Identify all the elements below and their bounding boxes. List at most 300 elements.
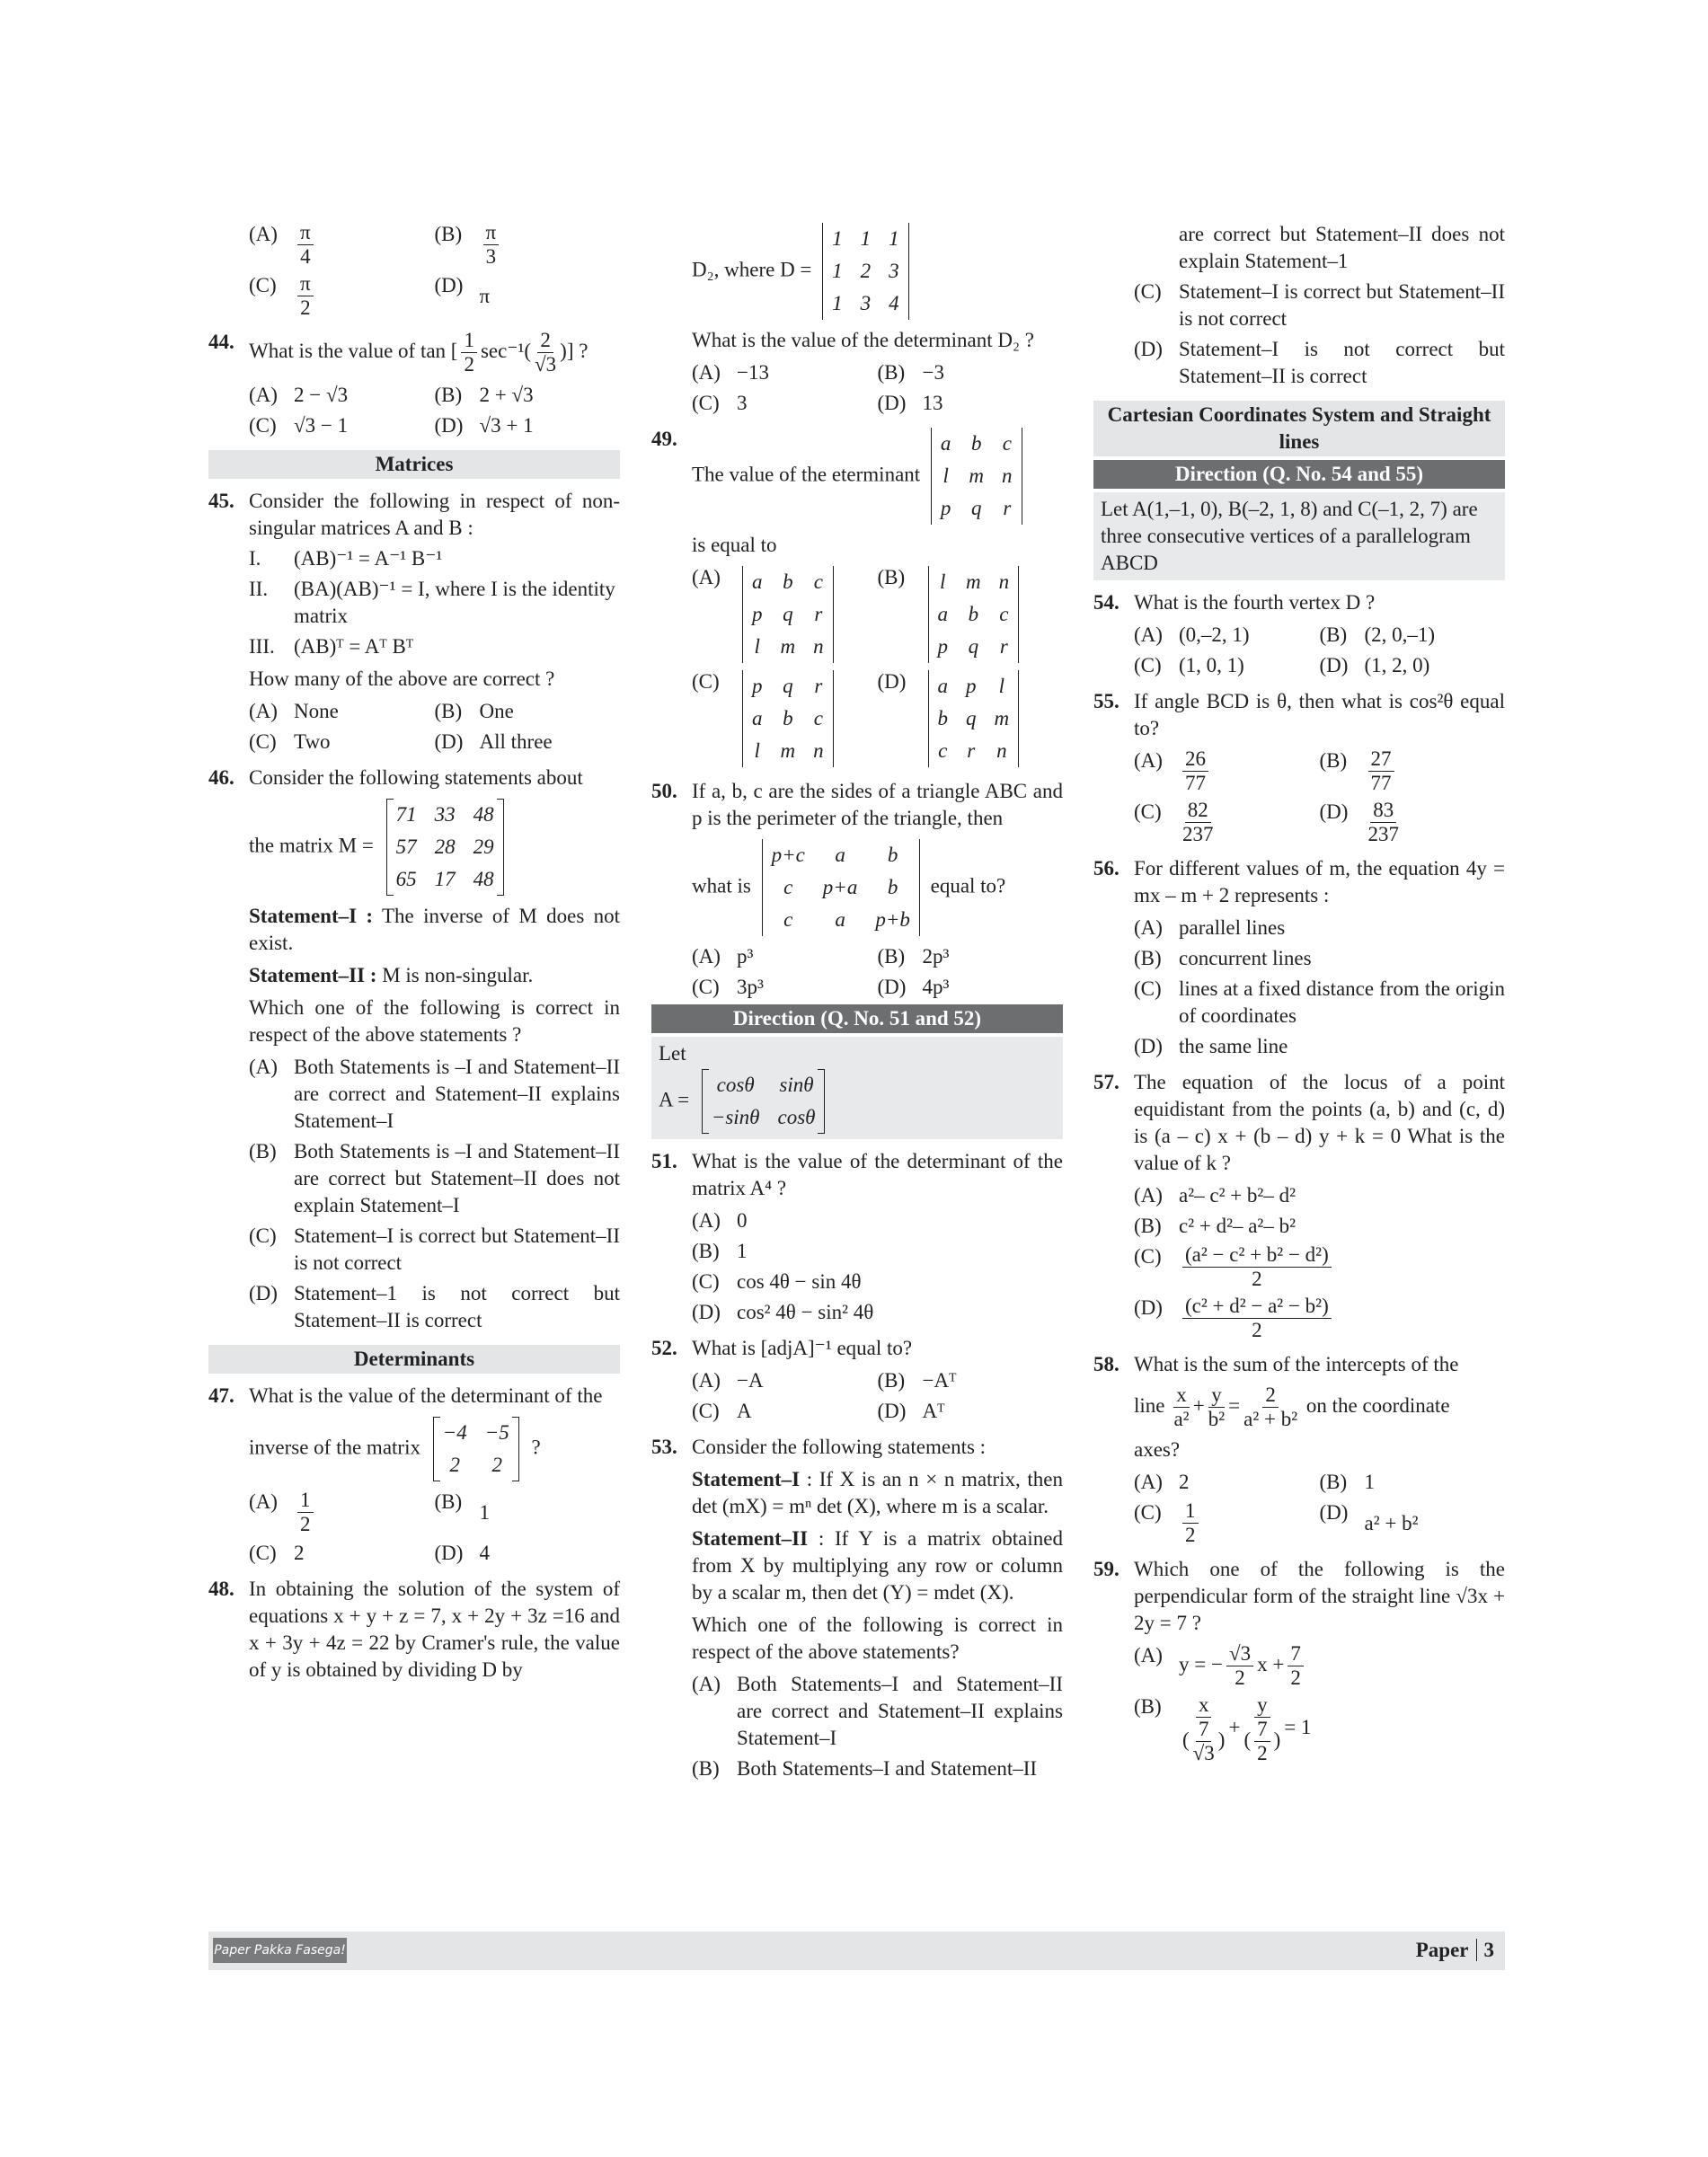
text-run: 3 bbox=[485, 245, 497, 268]
text-run: What is the value of the determinant D₂ ? bbox=[692, 329, 1034, 351]
matrix-cell: c bbox=[783, 876, 793, 898]
text-run: 2p³ bbox=[922, 945, 950, 968]
question-text-continued bbox=[1134, 1383, 1505, 1431]
text-run: 4p³ bbox=[922, 976, 950, 998]
answer-option bbox=[249, 1054, 620, 1135]
matrix-row bbox=[743, 670, 834, 703]
determinant bbox=[742, 566, 834, 663]
matrix-cell: 1 bbox=[832, 227, 843, 250]
matrix-row bbox=[433, 1417, 518, 1449]
answer-option bbox=[692, 1269, 1063, 1295]
question-text-continued bbox=[692, 1525, 1063, 1606]
answer-option bbox=[878, 390, 1064, 417]
option-label: (A) bbox=[1134, 623, 1163, 646]
question-text bbox=[249, 765, 620, 791]
question-text-continued bbox=[692, 837, 1063, 938]
matrix-row bbox=[762, 904, 919, 936]
option-label: (B) bbox=[434, 223, 463, 245]
matrix-cell: 1 bbox=[832, 260, 843, 282]
text-run: + bbox=[1228, 1716, 1241, 1739]
matrix-cell: 65 bbox=[395, 868, 417, 890]
question bbox=[208, 1576, 620, 1684]
answer-option bbox=[692, 1671, 1063, 1752]
matrix-cell: p+c bbox=[771, 844, 805, 866]
matrix-cell: m bbox=[780, 739, 796, 762]
answer-option bbox=[878, 668, 1064, 769]
answer-option bbox=[435, 698, 621, 725]
option-value bbox=[737, 668, 839, 769]
option-label: (A) bbox=[1134, 749, 1163, 772]
text-run: 7 bbox=[1288, 1642, 1304, 1666]
determinant bbox=[822, 223, 909, 320]
text-run: 2 + √3 bbox=[479, 384, 534, 406]
statement bbox=[249, 545, 620, 572]
text-run: The inverse of M does not exist. bbox=[249, 905, 621, 954]
matrix-cell: r bbox=[814, 675, 823, 697]
section-heading: Cartesian Coordinates System and Straight lines bbox=[1093, 401, 1505, 456]
answer-option bbox=[249, 1540, 435, 1567]
answer-option bbox=[1134, 1182, 1505, 1209]
text-run: A = bbox=[659, 1088, 695, 1111]
text-run: 2 bbox=[300, 1513, 311, 1535]
text-run: 1 bbox=[737, 1240, 748, 1262]
option-value bbox=[923, 1367, 957, 1394]
text-run: (0,–2, 1) bbox=[1179, 623, 1250, 646]
question bbox=[1093, 1069, 1505, 1177]
fraction bbox=[1173, 1383, 1190, 1431]
option-value bbox=[1179, 336, 1505, 390]
text-run: (AB)⁻¹ = A⁻¹ B⁻¹ bbox=[294, 547, 443, 570]
answer-option bbox=[1134, 799, 1320, 846]
option-value bbox=[1179, 1642, 1307, 1690]
text-run: a²– c² + b²– d² bbox=[1179, 1184, 1296, 1207]
question bbox=[1093, 855, 1505, 909]
answer-options bbox=[1134, 622, 1505, 679]
option-label: (A) bbox=[692, 1209, 721, 1232]
option-label: (B) bbox=[877, 566, 906, 588]
question-text bbox=[692, 1148, 1063, 1202]
text-run: Both Statements is –I and Statement–II are correct but Statement–II does not explain Statement–I bbox=[294, 1140, 620, 1216]
text-run: y = − bbox=[1179, 1652, 1223, 1675]
text-run: Which one of the following is correct in respect of the above statements? bbox=[692, 1613, 1063, 1663]
matrix-cell: q bbox=[966, 707, 977, 729]
question-text-continued bbox=[692, 327, 1063, 354]
matrix-table bbox=[928, 566, 1020, 663]
option-value bbox=[480, 729, 553, 756]
option-value bbox=[1179, 915, 1285, 941]
statement bbox=[249, 576, 620, 630]
option-value bbox=[1179, 278, 1505, 332]
text-run: Both Statements–I and Statement–II are correct and Statement–II explains Statement–I bbox=[737, 1673, 1063, 1749]
answer-option bbox=[249, 221, 435, 269]
answer-option bbox=[878, 1367, 1064, 1394]
answer-option bbox=[249, 1280, 620, 1334]
question-text-continued bbox=[692, 532, 1063, 559]
text-run: 7 bbox=[1196, 1718, 1212, 1742]
matrix-cell: a bbox=[752, 707, 763, 729]
option-value bbox=[1179, 1243, 1335, 1291]
matrix-cell: −4 bbox=[442, 1421, 467, 1444]
question-number: 54. bbox=[1093, 591, 1119, 614]
option-label: (A) bbox=[692, 566, 721, 588]
answer-options bbox=[249, 1054, 620, 1334]
answer-options bbox=[1134, 1469, 1505, 1547]
page-footer bbox=[208, 1932, 1505, 1970]
matrix-cell: 17 bbox=[434, 868, 456, 890]
matrix-table bbox=[928, 670, 1020, 767]
statement-label: III. bbox=[249, 635, 275, 658]
option-value bbox=[294, 1540, 305, 1567]
text-run: None bbox=[294, 700, 339, 722]
text-run: cos² 4θ − sin² 4θ bbox=[737, 1301, 874, 1323]
bold-label: Statement–II : bbox=[249, 964, 377, 986]
answer-option bbox=[1320, 1469, 1506, 1496]
question-text bbox=[692, 778, 1063, 832]
answer-option bbox=[878, 359, 1064, 386]
option-label: (D) bbox=[1319, 1501, 1349, 1524]
matrix-row bbox=[743, 735, 834, 767]
matrix-cell: 71 bbox=[395, 803, 417, 826]
option-label: (B) bbox=[1134, 1695, 1162, 1718]
option-label: (D) bbox=[1134, 1296, 1163, 1319]
option-value bbox=[737, 1238, 748, 1265]
matrix-row bbox=[743, 703, 834, 735]
option-value bbox=[1179, 221, 1505, 275]
text-run: the same line bbox=[1179, 1035, 1288, 1057]
option-value bbox=[923, 359, 944, 386]
option-label: (B) bbox=[1134, 947, 1162, 969]
matrix-cell: 3 bbox=[860, 292, 872, 314]
option-label: (D) bbox=[434, 414, 464, 437]
text-run: lines at a fixed distance from the origin of coordinates bbox=[1179, 977, 1505, 1027]
text-run: is equal to bbox=[692, 534, 777, 556]
text-run: √3 − 1 bbox=[294, 414, 349, 437]
matrix-table bbox=[762, 839, 920, 936]
matrix-cell: a bbox=[835, 844, 845, 866]
answer-option bbox=[1134, 336, 1505, 390]
answer-options bbox=[692, 1671, 1063, 1782]
answer-option bbox=[1134, 622, 1320, 649]
option-value bbox=[737, 1755, 1037, 1782]
question bbox=[651, 778, 1063, 832]
text-run: 2 bbox=[1257, 1742, 1268, 1764]
matrix-table bbox=[702, 1069, 826, 1134]
determinant bbox=[742, 670, 834, 767]
text-run: (2, 0,–1) bbox=[1364, 623, 1436, 646]
text-run: ? bbox=[526, 1436, 541, 1459]
answer-option bbox=[435, 221, 621, 269]
answer-option bbox=[249, 1138, 620, 1219]
matrix-row bbox=[702, 1101, 825, 1134]
text-run: x bbox=[1196, 1693, 1212, 1718]
option-label: (C) bbox=[249, 414, 277, 437]
option-value bbox=[294, 1138, 620, 1219]
fraction bbox=[297, 272, 314, 320]
option-value bbox=[294, 698, 339, 725]
text-run: −A bbox=[737, 1369, 764, 1392]
question-number: 52. bbox=[651, 1337, 677, 1359]
text-run: What is [adjA]⁻¹ equal to? bbox=[692, 1337, 913, 1359]
matrix-table bbox=[931, 428, 1022, 525]
text-run: 4 bbox=[300, 245, 311, 268]
question-number: 48. bbox=[208, 1578, 235, 1600]
answer-option bbox=[435, 412, 621, 439]
matrix-cell: n bbox=[996, 739, 1007, 762]
option-value bbox=[1179, 945, 1312, 972]
left-column bbox=[208, 216, 620, 1687]
option-value bbox=[480, 698, 514, 725]
answer-option bbox=[1134, 221, 1505, 275]
fraction bbox=[1182, 1499, 1199, 1547]
matrix-row bbox=[702, 1069, 825, 1101]
matrix-cell: a bbox=[835, 908, 845, 931]
matrix-cell: 1 bbox=[832, 292, 843, 314]
fraction bbox=[1243, 1693, 1280, 1765]
text-run: 3p³ bbox=[737, 976, 764, 998]
matrix bbox=[431, 1417, 521, 1481]
option-value bbox=[737, 974, 764, 1001]
matrix-cell: m bbox=[994, 707, 1010, 729]
text-run: Statement–I is correct but Statement–II is not correct bbox=[1179, 280, 1505, 330]
option-value bbox=[923, 390, 943, 417]
matrix-cell: p+b bbox=[875, 908, 910, 931]
matrix-row bbox=[928, 703, 1019, 735]
text-run: If a, b, c are the sides of a triangle ABC and p is the perimeter of the triangle, then bbox=[692, 780, 1063, 829]
option-value bbox=[1179, 622, 1250, 649]
text-run: 2 − √3 bbox=[294, 384, 349, 406]
matrix-row bbox=[386, 863, 503, 896]
text-run: (c² + d² − a² − b²) bbox=[1182, 1295, 1332, 1319]
expression bbox=[1182, 1718, 1225, 1765]
matrix-cell: a bbox=[752, 570, 763, 593]
question-text bbox=[1134, 1556, 1505, 1637]
matrix-cell: q bbox=[783, 675, 793, 697]
matrix-cell: m bbox=[969, 464, 985, 487]
matrix-row bbox=[743, 598, 834, 631]
text-run: on the coordinate bbox=[1301, 1393, 1450, 1417]
text-run: = bbox=[1228, 1393, 1241, 1417]
text-run: One bbox=[479, 700, 514, 722]
option-label: (A) bbox=[692, 361, 721, 384]
text-run: : If X is an n × n matrix, then det (mX) = mⁿ det (X), where m is a scalar. bbox=[692, 1468, 1063, 1517]
option-label: (B) bbox=[877, 1369, 906, 1392]
fraction bbox=[1208, 1383, 1225, 1431]
question-number: 58. bbox=[1093, 1353, 1119, 1375]
matrix-cell: q bbox=[783, 603, 793, 625]
answer-options bbox=[1134, 915, 1505, 1060]
option-label: (A) bbox=[1134, 1471, 1163, 1493]
option-value bbox=[737, 1207, 748, 1234]
question bbox=[208, 488, 620, 542]
answer-option bbox=[1134, 1213, 1505, 1240]
matrix-row bbox=[928, 566, 1019, 598]
option-value bbox=[1179, 1693, 1312, 1765]
question-text bbox=[1134, 688, 1505, 742]
text-run: Let bbox=[659, 1042, 686, 1065]
option-label: (A) bbox=[1134, 916, 1163, 939]
matrix-row bbox=[931, 428, 1022, 460]
answer-option bbox=[435, 272, 621, 320]
matrix-cell: a bbox=[940, 432, 951, 455]
text-run: equal to? bbox=[925, 874, 1006, 897]
text-run: (AB)ᵀ = Aᵀ Bᵀ bbox=[294, 635, 414, 658]
text-run: π bbox=[297, 221, 314, 245]
answer-options bbox=[692, 1367, 1063, 1425]
text-run: the matrix M = bbox=[249, 834, 379, 857]
option-label: (D) bbox=[1319, 800, 1349, 823]
matrix-row bbox=[928, 670, 1019, 703]
option-value bbox=[737, 359, 769, 386]
option-label: (C) bbox=[692, 1400, 720, 1422]
option-value bbox=[923, 943, 950, 970]
text-run: The equation of the locus of a point equidistant from the points (a, b) and (c, d) is (a – c) x + (b – d) y + k = 0 What is the value of k ? bbox=[1134, 1071, 1505, 1174]
option-value bbox=[737, 943, 753, 970]
question-number: 51. bbox=[651, 1150, 677, 1172]
answer-option bbox=[435, 1489, 621, 1536]
option-label: (B) bbox=[249, 1140, 277, 1162]
matrix-cell: l bbox=[754, 739, 760, 762]
text-run: −13 bbox=[737, 361, 769, 384]
statement-label: I. bbox=[249, 547, 261, 570]
fraction bbox=[1243, 1383, 1297, 1431]
option-value bbox=[294, 1223, 620, 1277]
matrix-cell: l bbox=[940, 570, 946, 593]
answer-options bbox=[1134, 747, 1505, 846]
text-run: a² + b² bbox=[1364, 1511, 1419, 1534]
answer-option bbox=[878, 943, 1064, 970]
option-value bbox=[1179, 1469, 1190, 1496]
answer-option bbox=[1134, 747, 1320, 795]
option-value bbox=[1365, 799, 1403, 846]
option-value bbox=[480, 1499, 491, 1526]
fraction bbox=[483, 221, 500, 269]
text-run: 1 bbox=[479, 1500, 490, 1524]
matrix-cell: b bbox=[783, 707, 793, 729]
question-text-continued bbox=[692, 1612, 1063, 1666]
answer-option bbox=[1134, 278, 1505, 332]
text-run: In obtaining the solution of the system of equations x + y + z = 7, x + 2y + 3z =16 and x + 3y + 4z = 22 by Cramer's rule, the value of y is obtained by dividing D by bbox=[249, 1578, 620, 1681]
text-run: Both Statements–I and Statement–II bbox=[737, 1757, 1038, 1780]
expression bbox=[1179, 1642, 1307, 1689]
matrix-cell: b bbox=[887, 876, 898, 898]
text-run: −Aᵀ bbox=[922, 1369, 957, 1392]
text-run: (BA)(AB)⁻¹ = I, where I is the identity matrix bbox=[294, 578, 615, 627]
middle-column bbox=[651, 216, 1063, 1786]
matrix-cell: c bbox=[813, 707, 823, 729]
text-run: 1 bbox=[1364, 1471, 1375, 1493]
matrix-cell: n bbox=[1002, 464, 1013, 487]
option-label: (A) bbox=[692, 1673, 721, 1695]
option-label: (B) bbox=[877, 945, 906, 968]
option-value bbox=[1179, 1182, 1296, 1209]
answer-option bbox=[692, 1755, 1063, 1782]
matrix-table bbox=[822, 223, 909, 320]
option-label: (B) bbox=[692, 1757, 720, 1780]
matrix-row bbox=[762, 839, 919, 871]
matrix-cell: 28 bbox=[434, 835, 456, 858]
matrix-row bbox=[386, 831, 503, 863]
matrix-cell: a bbox=[937, 603, 948, 625]
publisher-logo: Paper Pakka Fasega! bbox=[213, 1938, 347, 1963]
answer-option bbox=[249, 412, 435, 439]
matrix-cell: c bbox=[783, 908, 793, 931]
matrix-cell: n bbox=[813, 635, 824, 658]
text-run: : If Y is a matrix obtained from X by multiplying any row or column by a scalar m, then det (Y) = mdet (X). bbox=[692, 1527, 1063, 1604]
text-run: what is bbox=[692, 874, 757, 897]
option-label: (D) bbox=[434, 274, 464, 296]
statement bbox=[249, 633, 620, 660]
question-text bbox=[692, 426, 1063, 526]
matrix-cell: −sinθ bbox=[711, 1106, 760, 1128]
question-text-continued bbox=[692, 1466, 1063, 1520]
option-label: (C) bbox=[692, 976, 720, 998]
answer-option bbox=[435, 1540, 621, 1567]
matrix-cell: r bbox=[999, 635, 1008, 658]
answer-options bbox=[249, 1489, 620, 1567]
matrix-cell: 1 bbox=[889, 227, 899, 250]
question-text bbox=[249, 1383, 620, 1410]
text-run: Two bbox=[294, 730, 331, 753]
option-value bbox=[923, 974, 950, 1001]
bold-label: Statement–I : bbox=[249, 905, 374, 927]
option-label: (B) bbox=[434, 1490, 463, 1513]
answer-option bbox=[878, 564, 1064, 665]
matrix-cell: cosθ bbox=[777, 1106, 816, 1128]
text-run: 27 bbox=[1368, 747, 1394, 772]
matrix-row bbox=[931, 460, 1022, 492]
direction-banner: Direction (Q. No. 51 and 52) bbox=[651, 1004, 1063, 1033]
text-run: 2 bbox=[1185, 1524, 1196, 1546]
matrix-cell: p bbox=[966, 675, 977, 697]
text-run: inverse of the matrix bbox=[249, 1436, 426, 1459]
matrix-cell: 2 bbox=[491, 1454, 503, 1476]
matrix-row bbox=[743, 631, 834, 663]
matrix-cell: r bbox=[814, 603, 823, 625]
page-number bbox=[1416, 1937, 1494, 1964]
matrix-cell: n bbox=[813, 739, 824, 762]
matrix-cell: p bbox=[752, 675, 763, 697]
question-text-continued bbox=[692, 221, 1063, 322]
answer-option bbox=[435, 382, 621, 409]
determinant bbox=[928, 566, 1020, 663]
question-number: 57. bbox=[1093, 1071, 1119, 1093]
fraction bbox=[1226, 1642, 1253, 1690]
text-run: What is the fourth vertex D ? bbox=[1134, 591, 1376, 614]
answer-option bbox=[1134, 976, 1505, 1030]
option-label: (C) bbox=[249, 274, 277, 296]
fraction bbox=[535, 329, 556, 376]
option-label: (C) bbox=[1134, 1501, 1162, 1524]
text-run: 0 bbox=[737, 1209, 748, 1232]
option-value bbox=[1179, 976, 1505, 1030]
question bbox=[1093, 688, 1505, 742]
text-run: Consider the following in respect of non-singular matrices A and B : bbox=[249, 490, 620, 539]
expression bbox=[1179, 1693, 1312, 1764]
text-run: 3 bbox=[737, 392, 748, 414]
text-run: −3 bbox=[922, 361, 944, 384]
option-label: (B) bbox=[434, 384, 463, 406]
option-label: (D) bbox=[692, 1301, 721, 1323]
text-run: Consider the following statements about bbox=[249, 766, 583, 789]
option-value bbox=[1365, 1469, 1376, 1496]
matrix-cell: 48 bbox=[473, 868, 494, 890]
option-value bbox=[1179, 1033, 1288, 1060]
question-number: 59. bbox=[1093, 1558, 1119, 1580]
matrix-cell: l bbox=[942, 464, 949, 487]
fraction bbox=[1288, 1642, 1304, 1690]
bold-label: Statement–II bbox=[692, 1527, 809, 1550]
option-label: (C) bbox=[692, 670, 720, 693]
